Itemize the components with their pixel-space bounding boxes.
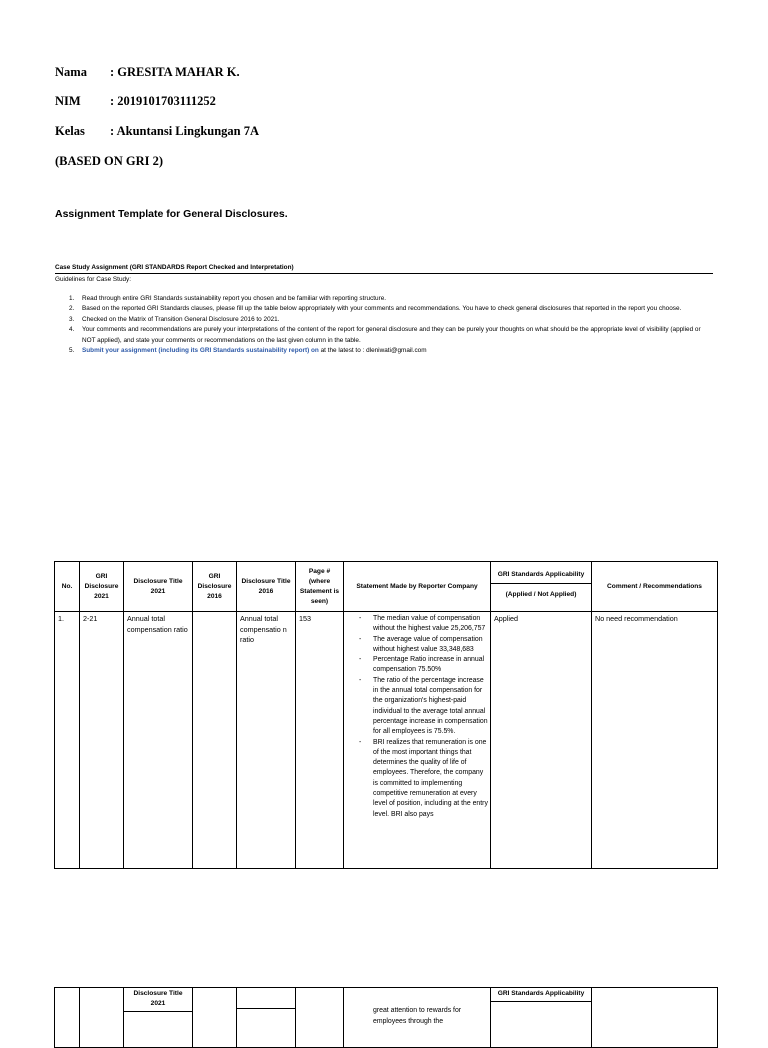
table-row [55, 612, 718, 869]
cell-no: 1. [55, 612, 80, 869]
disclosure-table [54, 561, 718, 869]
guideline-item: 4. Your comments and recommendations are purely your interpretations of the content of the report for general disclosure and they can be purely your thoughts on what should be the appropriate level of visibility (applied or NOT applied), and state your comments or recommendations on the last given column in the table. [69, 326, 701, 344]
submission-note: Submit your assignment (including its GRI Standards sustainability report) on [82, 347, 319, 355]
statement-item: - Percentage Ratio increase in annual compensation 75.50% [344, 655, 488, 676]
cell-gri-2016 [193, 612, 237, 869]
assignment-title: Assignment Template for General Disclosures. [55, 208, 288, 220]
cont-cell-gri-2016 [193, 988, 237, 1048]
cont-cell-title-2016 [237, 988, 296, 1048]
class-value: : Akuntansi Lingkungan 7A [110, 124, 260, 138]
header-applicability [491, 562, 592, 612]
based-on-note: (BASED ON GRI 2) [55, 154, 163, 168]
nim-value: : 2019101703111252 [110, 94, 216, 108]
header-title-2016: Disclosure Title 2016 [237, 562, 296, 612]
cont-cell-statement [344, 988, 491, 1048]
guideline-item: 2. Based on the reported GRI Standards clauses, please fill up the table below appropriately with your comments and recommendations. You have to check general disclosures that reported in the report you choose. [69, 305, 682, 313]
disclosure-table-continued [54, 987, 718, 1048]
cont-cell-comment [592, 988, 718, 1048]
header-title-2021: Disclosure Title 2021 [124, 562, 193, 612]
cell-title-2016: Annual total compensatio n ratio [237, 612, 296, 869]
guideline-item: 3. Checked on the Matrix of Transition General Disclosure 2016 to 2021. [69, 315, 280, 323]
cell-applicability: Applied [491, 612, 592, 869]
header-page: Page # (where Statement is seen) [296, 562, 344, 612]
cell-comment: No need recommendation [592, 612, 718, 869]
cont-cell-gri-2021 [80, 988, 124, 1048]
case-study-title: Case Study Assignment (GRI STANDARDS Report Checked and Interpretation) [55, 264, 294, 271]
case-study-divider [55, 273, 713, 274]
cont-cell-no [55, 988, 80, 1048]
class-label: Kelas [55, 124, 85, 138]
continuation-text: great attention to rewards for employees through the [373, 1007, 462, 1025]
header-no: No. [55, 562, 80, 612]
guideline-item: 5. Submit your assignment (including its GRI Standards sustainability report) on at the latest to : dleniwati@gmail.com [69, 347, 427, 355]
statement-item: - The average value of compensation without highest value 33,348,683 [344, 635, 488, 656]
statement-item: - The ratio of the percentage increase in the annual total compensation for the organization's highest-paid individual to the average total annual percentage increase in compensation for all employees is 75.5%. [344, 676, 488, 738]
cont-header-applicability: GRI Standards Applicability [491, 988, 592, 1048]
cell-gri-2021: 2-21 [80, 612, 124, 869]
cell-statement [344, 612, 491, 869]
name-value: : GRESITA MAHAR K. [110, 65, 240, 79]
nim-row [55, 94, 216, 109]
guideline-item: 1. Read through entire GRI Standards sustainability report you chosen and be familiar with reporting structure. [69, 295, 387, 302]
guidelines-list [55, 294, 715, 356]
name-label: Nama [55, 65, 87, 79]
statement-item: - The median value of compensation without the highest value 25,206,757 [344, 614, 488, 635]
header-statement: Statement Made by Reporter Company [344, 562, 491, 612]
header-gri-2021: GRI Disclosure 2021 [80, 562, 124, 612]
statement-item: - BRI realizes that remuneration is one of the most important things that determines the quality of life of employees. Therefore, the company is committed to implementing competitive remuneration at every level of position, including at the entry level. BRI also pays [344, 738, 488, 820]
cont-header-title-2021: Disclosure Title 2021 [124, 988, 193, 1048]
guidelines-label: Guidelines for Case Study: [55, 276, 132, 283]
header-gri-2016: GRI Disclosure 2016 [193, 562, 237, 612]
applicability-label: GRI Standards Applicability [491, 568, 591, 584]
nim-label: NIM [55, 94, 81, 108]
cell-page: 153 [296, 612, 344, 869]
cell-title-2021: Annual total compensation ratio [124, 612, 193, 869]
cont-cell-page [296, 988, 344, 1048]
applied-sublabel: (Applied / Not Applied) [505, 590, 577, 598]
name-row [55, 65, 240, 80]
header-comment: Comment / Recommendations [592, 562, 718, 612]
statement-list [344, 614, 488, 820]
class-row [55, 124, 259, 139]
